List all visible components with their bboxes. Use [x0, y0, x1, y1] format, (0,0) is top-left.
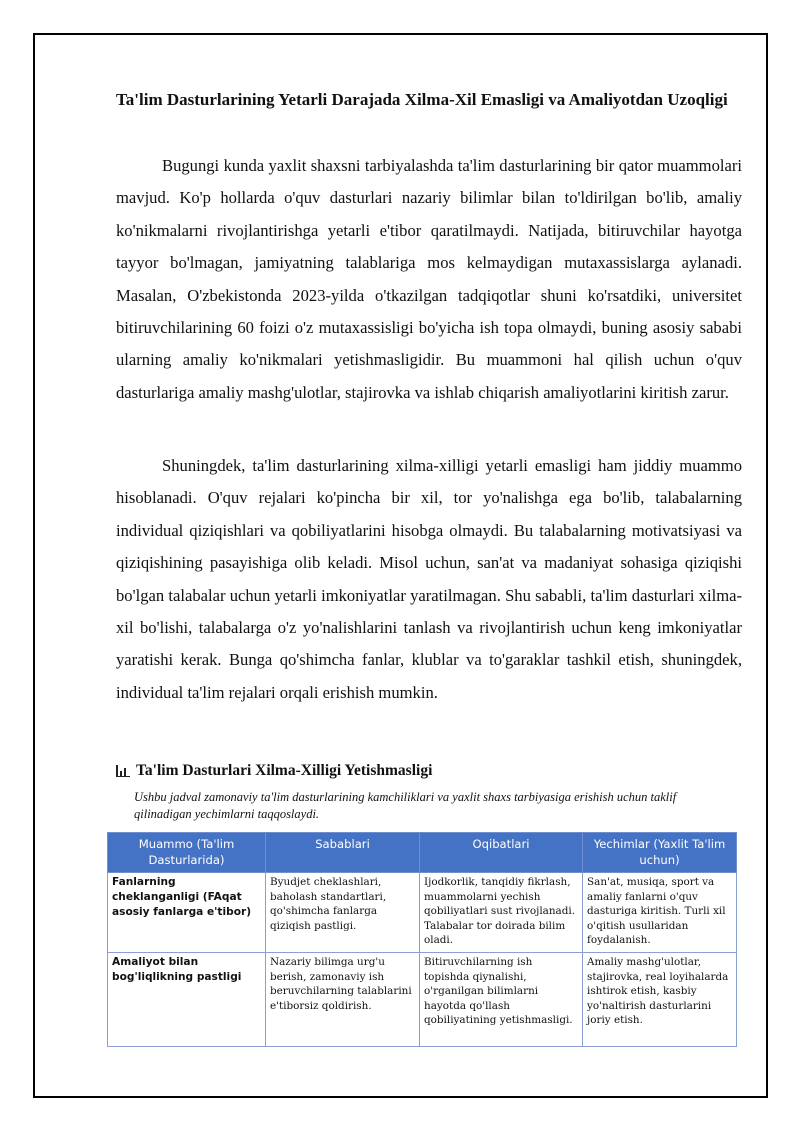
column-header-consequences: Oqibatlari — [420, 833, 583, 873]
table-cell: Amaliyot bilan bog'liqlikning pastligi — [108, 953, 266, 1047]
table-title-text: Ta'lim Dasturlari Xilma-Xilligi Yetishmasligi — [136, 762, 433, 779]
bar-chart-icon — [116, 765, 130, 777]
column-header-problem: Muammo (Ta'lim Dasturlarida) — [108, 833, 266, 873]
table-cell: Byudjet cheklashlari, baholash standartlari, qo'shimcha fanlarga qiziqish pastligi. — [266, 873, 420, 953]
table-cell: Bitiruvchilarning ish topishda qiynalishi, o'rganilgan bilimlarni hayotda qo'llash qobiliyatining yetishmasligi. — [420, 953, 583, 1047]
body-paragraph-1: Bugungi kunda yaxlit shaxsni tarbiyalashda ta'lim dasturlarining bir qator muammolari mavjud. Ko'p hollarda o'quv dasturlari nazariy bilimlar bilan to'ldirilgan bo'lib, amaliy ko'nikmalarni rivojlantirishga yetarli e'tibor qaratilmaydi. Natijada, bitiruvchilar hayotga tayyor bo'lmagan, jamiyatning talablariga mos kelmaydigan mutaxassislarga aylanadi. Masalan, O'zbekistonda 2023-yilda o'tkazilgan tadqiqotlar shuni ko'rsatdiki, universitet bitiruvchilarining 60 foizi o'z mutaxassisligi bo'yicha ish topa olmaydi, buning asosiy sababi ularning amaliy ko'nikmalari yetishmasligidir. Bu muammoni hal qilish uchun o'quv dasturlariga amaliy mashg'ulotlar, stajirovka va ishlab chiqarish amaliyotlarini kiritish zarur. — [116, 156, 742, 402]
table-caption: Ushbu jadval zamonaviy ta'lim dasturlarining kamchiliklari va yaxlit shaxs tarbiyasiga erishish uchun taklif qilinadigan yechimlarni taqqoslaydi. — [134, 790, 677, 821]
table-cell: Fanlarning cheklanganligi (FAqat asosiy fanlarga e'tibor) — [108, 873, 266, 953]
table-header-row — [108, 833, 737, 873]
table-title — [116, 761, 736, 781]
table-cell: San'at, musiqa, sport va amaliy fanlarni o'quv dasturiga kiritish. Turli xil o'qitish usullaridan foydalanish. — [583, 873, 737, 953]
column-header-causes: Sabablari — [266, 833, 420, 873]
comparison-table — [107, 832, 737, 1047]
table-cell: Nazariy bilimga urg'u berish, zamonaviy ish beruvchilarning talablarini e'tiborsiz qoldirish. — [266, 953, 420, 1047]
section-heading: Ta'lim Dasturlarining Yetarli Darajada Xilma-Xil Emasligi va Amaliyotdan Uzoqligi — [116, 90, 728, 109]
table-cell: Ijodkorlik, tanqidiy fikrlash, muammolarni yechish qobiliyatlari sust rivojlanadi. Talabalar tor doirada bilim oladi. — [420, 873, 583, 953]
body-paragraph-2: Shuningdek, ta'lim dasturlarining xilma-xilligi yetarli emasligi ham jiddiy muammo hisoblanadi. O'quv rejalari ko'pincha bir xil, tor yo'nalishga ega bo'lib, talabalarning individual qiziqishlari va qobiliyatlarini hisobga olmaydi. Bu talabalarning motivatsiyasi va qiziqishining pasayishiga olib keladi. Misol uchun, san'at va madaniyat sohasiga qiziqishi bo'lgan talabalar uchun yetarli imkoniyatlar yaratilmagan. Shu sababli, ta'lim dasturlari xilma-xil bo'lishi, talabalarga o'z yo'nalishlarini tanlash va rivojlantirish uchun keng imkoniyatlar yaratishi kerak. Bunga qo'shimcha fanlar, klublar va to'garaklar tashkil etish, shuningdek, individual ta'lim rejalari orqali erishish mumkin. — [116, 456, 742, 702]
table-cell: Amaliy mashg'ulotlar, stajirovka, real loyihalarda ishtirok etish, kasbiy yo'naltirish dasturlarini joriy etish. — [583, 953, 737, 1047]
table-row — [108, 873, 737, 953]
column-header-solutions: Yechimlar (Yaxlit Ta'lim uchun) — [583, 833, 737, 873]
table-row — [108, 953, 737, 1047]
